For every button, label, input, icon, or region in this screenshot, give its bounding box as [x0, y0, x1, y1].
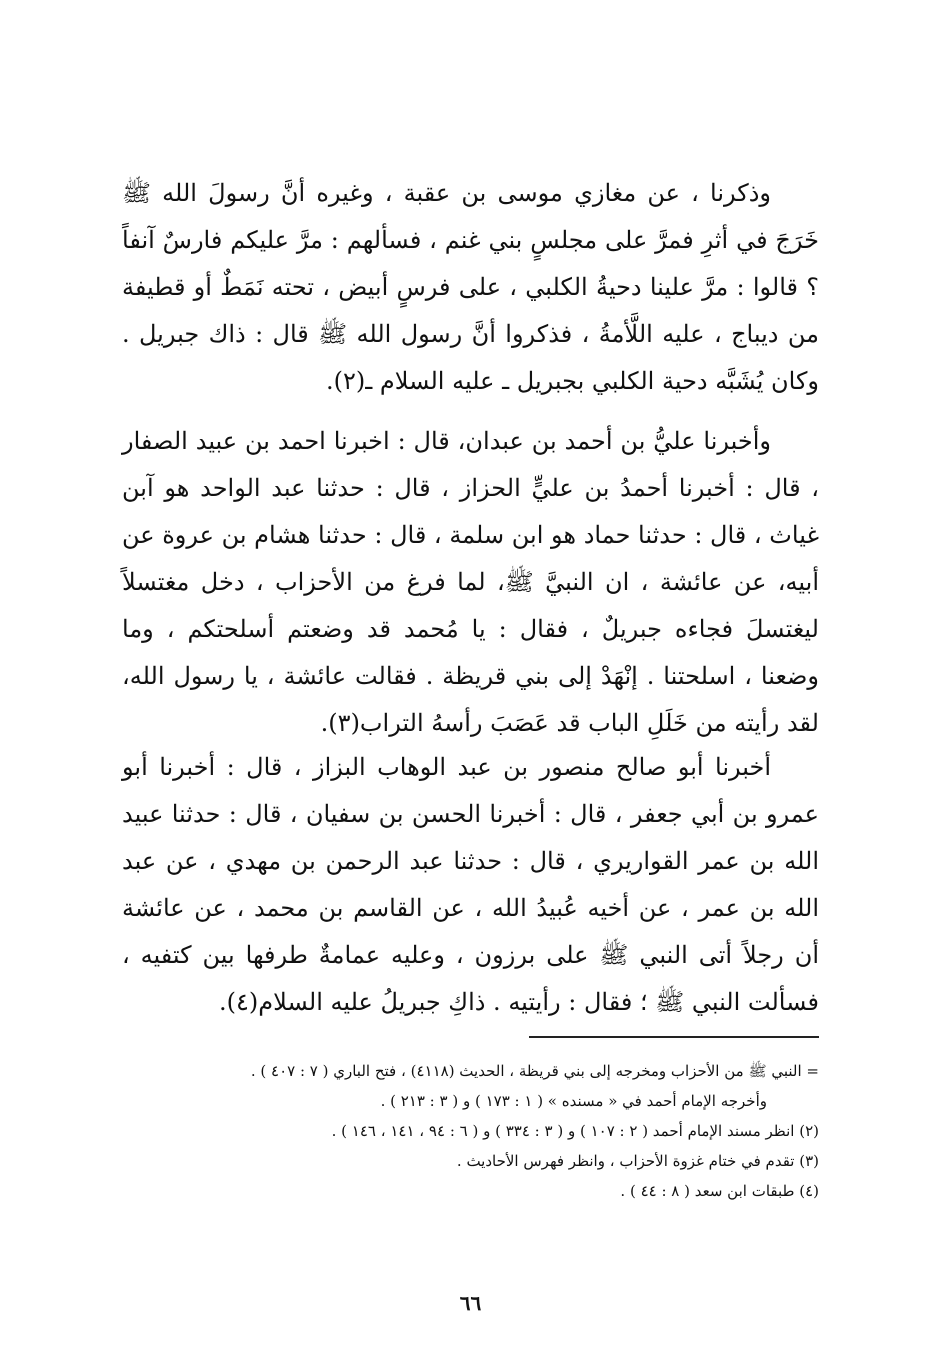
paragraph-2 — [122, 418, 819, 747]
footnote-3: (٣) تقدم في ختام غزوة الأحزاب ، وانظر فهرس الأحاديث . — [456, 1152, 819, 1170]
paragraph-text: وذكرنا ، عن مغازي موسى بن عقبة ، وغيره أنَّ رسولَ الله ﷺ خَرَجَ في أثرِ فمرَّ على مجلسٍ بني غنم ، فسألهم : مرَّ عليكم فارسٌ آنفاً ؟ قالوا : مرَّ علينا دحيةُ الكلبي ، على فرسٍ أبيض ، تحته نَمَطٌ أو قطيفة من ديباج ، عليه اللَّأمةُ ، فذكروا أنَّ رسول الله ﷺ قال : ذاك جبريل . وكان يُشَبَّه دحية الكلبي بجبريل ـ عليه السلام ـ(٢). — [122, 179, 820, 395]
paragraph-text: وأخبرنا عليُّ بن أحمد بن عبدان، قال : اخبرنا احمد بن عبيد الصفار ، قال : أخبرنا أحمدُ بن عليٍّ الحزاز ، قال : حدثنا عبد الواحد هو آبن غياث ، قال : حدثنا حماد هو ابن سلمة ، قال : حدثنا هشام بن عروة عن أبيه، عن عائشة ، ان النبيَّ ﷺ، لما فرغ من الأحزاب ، دخل مغتسلاً ليغتسلَ فجاءه جبريلٌ ، فقال : يا مُحمد قد وضعتم أسلحتكم ، وما وضعنا ، اسلحتنا . إنْهَدْ إلى بني قريظة . فقالت عائشة ، يا رسول الله، لقد رأيته من خَلَلِ الباب قد عَصَبَ رأسهُ التراب(٣). — [122, 427, 819, 737]
footnote-continuation-line: وأخرجه الإمام أحمد في « مسنده » ( ١ : ١٧٣ ) و ( ٣ : ٢١٣ ) . — [380, 1092, 767, 1110]
paragraph-text: أخبرنا أبو صالح منصور بن عبد الوهاب البزاز ، قال : أخبرنا أبو عمرو بن أبي جعفر ، قال : أخبرنا الحسن بن سفيان ، قال : حدثنا عبيد الله بن عمر القواريري ، قال : حدثنا عبد الرحمن بن مهدي ، عن عبد الله بن عمر ، عن أخيه عُبيدُ الله ، عن القاسم بن محمد ، عن عائشة أن رجلاً أتى النبي ﷺ على برزون ، وعليه عمامةٌ طرفها بين كتفيه ، فسألت النبي ﷺ ؛ فقال : رأيتيه . ذاكِ جبريلُ عليه السلام(٤). — [122, 753, 819, 1016]
footnote-continuation: = النبي ﷺ من الأحزاب ومخرجه إلى بني قريظة ، الحديث (٤١١٨) ، فتح الباري ( ٧ : ٤٠٧ ) . — [250, 1062, 819, 1080]
footnote-separator — [529, 1036, 819, 1038]
paragraph-3 — [122, 744, 819, 1026]
footnote-2: (٢) انظر مسند الإمام أحمد ( ٢ : ١٠٧ ) و ( ٣ : ٣٣٤ ) و ( ٦ : ٩٤ ، ١٤١ ، ١٤٦ ) . — [331, 1122, 819, 1140]
page-number: ٦٦ — [459, 1291, 482, 1315]
paragraph-1 — [122, 170, 819, 405]
footnotes — [122, 1056, 819, 1206]
footnote-4: (٤) طبقات ابن سعد ( ٨ : ٤٤ ) . — [620, 1182, 819, 1200]
